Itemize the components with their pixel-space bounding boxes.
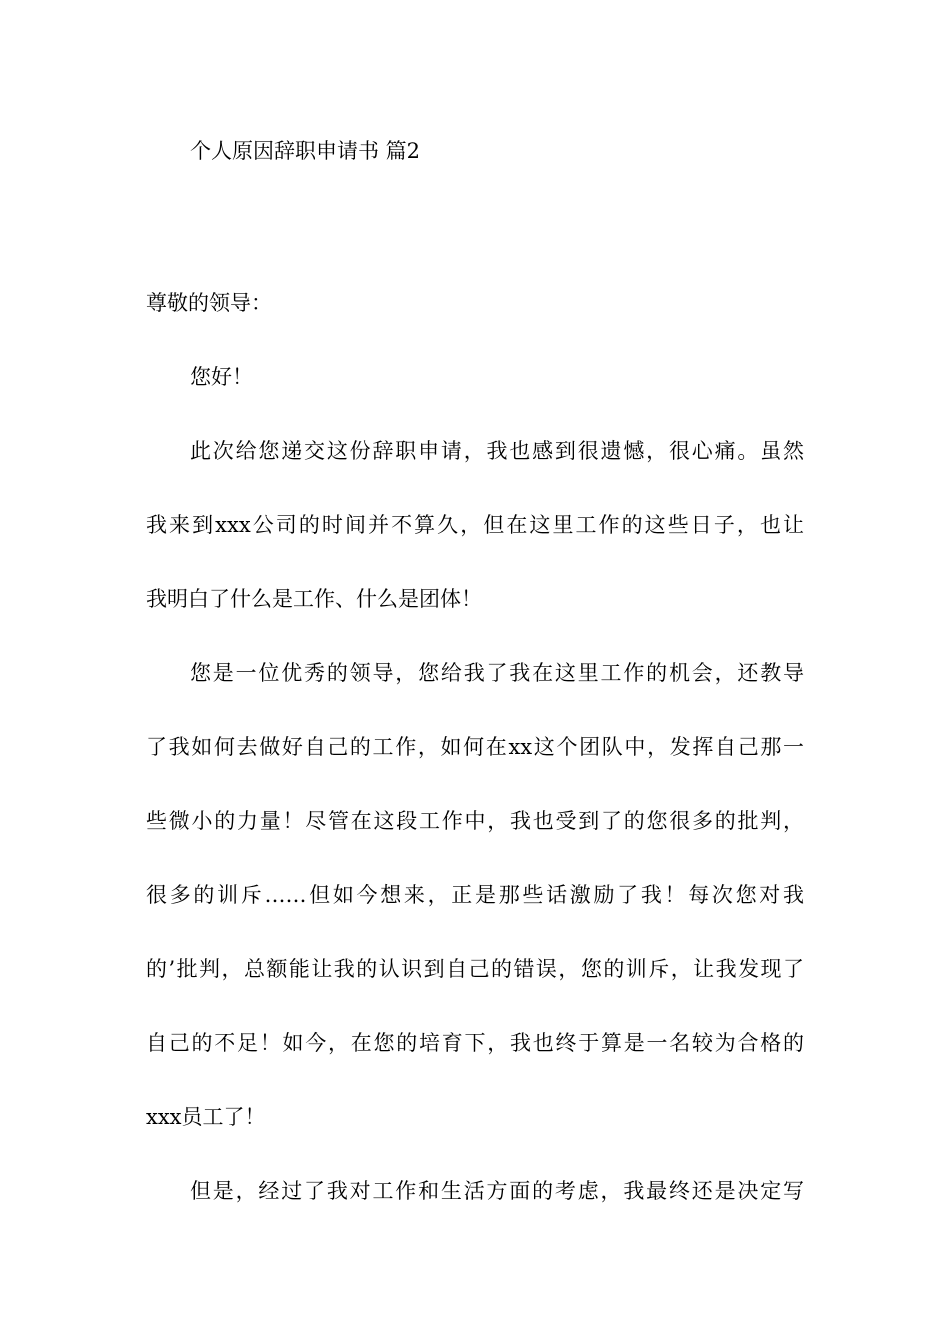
greeting: 您好！	[190, 365, 253, 389]
paragraph-line: 了我如何去做好自己的工作，如何在xx这个团队中，发挥自己那一	[146, 735, 804, 759]
paragraph-line: xxx员工了！	[146, 1105, 266, 1129]
paragraph-line: 此次给您递交这份辞职申请，我也感到很遗憾，很心痛。虽然	[190, 439, 804, 463]
paragraph-line: 我明白了什么是工作、什么是团体！	[146, 587, 482, 611]
paragraph-line: 的’批判，总额能让我的认识到自己的错误，您的训斥，让我发现了	[146, 957, 804, 981]
paragraph-line: 我来到xxx公司的时间并不算久，但在这里工作的这些日子，也让	[146, 513, 804, 537]
paragraph-line: 些微小的力量！尽管在这段工作中，我也受到了的您很多的批判，	[146, 809, 804, 833]
paragraph-line: 但是，经过了我对工作和生活方面的考虑，我最终还是决定写	[190, 1179, 804, 1203]
paragraph-line: 很多的训斥……但如今想来，正是那些话激励了我！每次您对我	[146, 883, 804, 907]
paragraph-line: 自己的不足！如今，在您的培育下，我也终于算是一名较为合格的	[146, 1031, 804, 1055]
paragraph-line: 您是一位优秀的领导，您给我了我在这里工作的机会，还教导	[190, 661, 804, 685]
document-title: 个人原因辞职申请书 篇2	[190, 139, 421, 163]
salutation: 尊敬的领导：	[146, 291, 272, 315]
